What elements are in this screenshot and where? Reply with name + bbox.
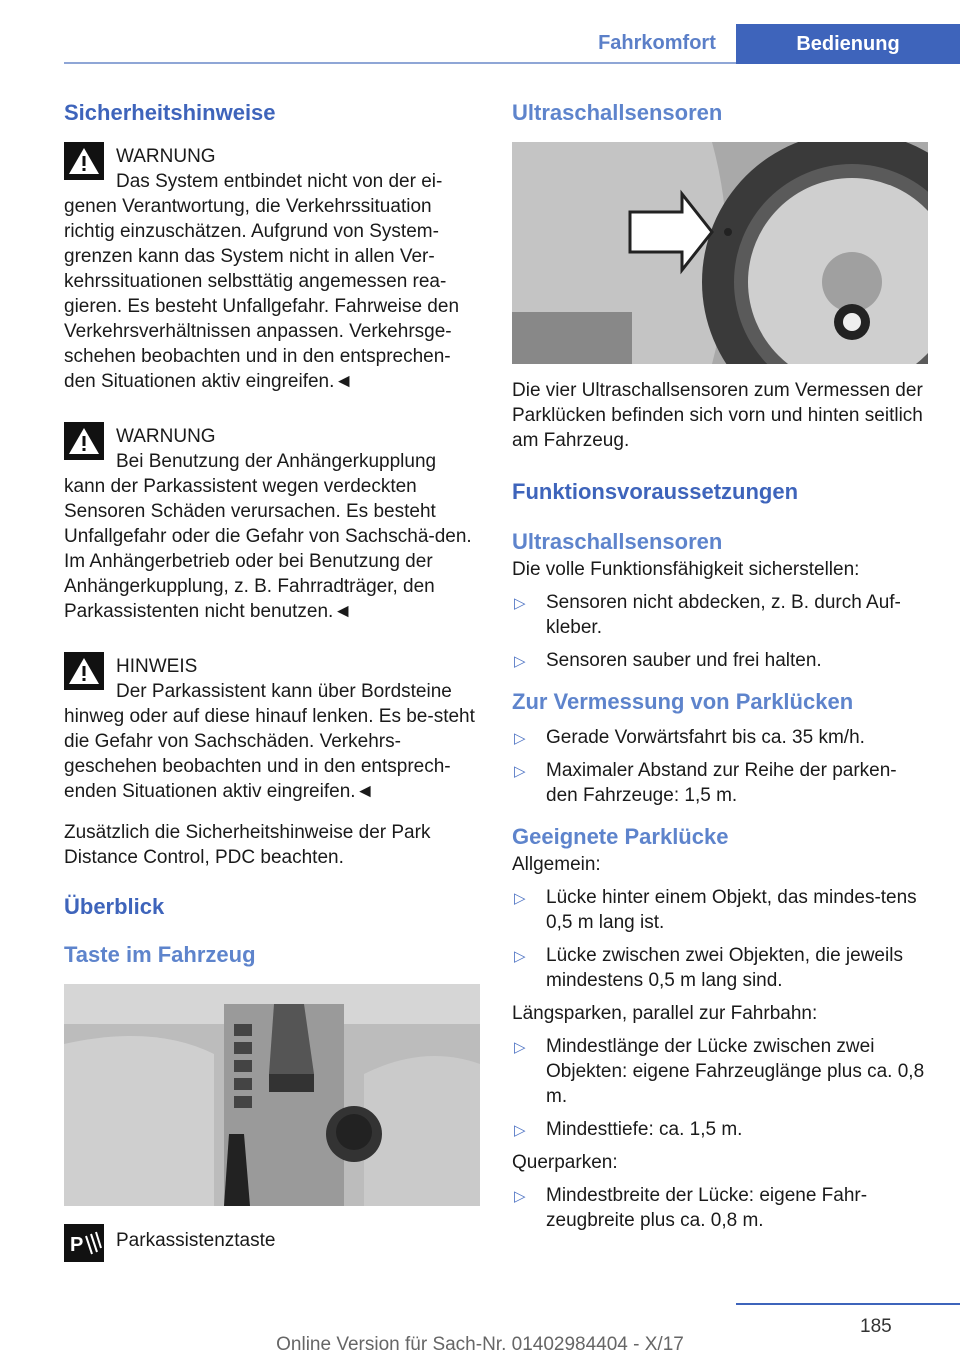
button-caption-row bbox=[64, 1224, 480, 1264]
notice-block bbox=[64, 650, 480, 804]
vehicle-console-photo bbox=[64, 984, 480, 1206]
bullet-triangle-icon: ▷ bbox=[514, 1188, 526, 1205]
page-number: 185 bbox=[860, 1316, 892, 1337]
section-title-sensors: Ultraschallsensoren bbox=[512, 100, 723, 125]
notice-text: Der Parkassistent kann über Bordsteine hinweg oder auf diese hinauf lenken. Es be-steht die Gefahr von Sachschäden. Verkehrs-geschehen beobachten und in den entsprech-enden Situationen aktiv eingreifen.◄ bbox=[64, 681, 475, 802]
pdc-note: Zusätzlich die Sicherheitshinweise der Park Distance Control, PDC beachten. bbox=[64, 822, 431, 868]
tab-fahrkomfort[interactable]: Fahrkomfort bbox=[598, 31, 716, 54]
prereq-intro: Die volle Funktionsfähigkeit sicherstellen: bbox=[512, 559, 860, 580]
bullet-triangle-icon: ▷ bbox=[514, 653, 526, 670]
perp-list bbox=[512, 1183, 928, 1233]
general-label: Allgemein: bbox=[512, 854, 601, 875]
prereq-list bbox=[512, 590, 928, 673]
button-caption: Parkassistenztaste bbox=[116, 1230, 276, 1251]
tab-bedienung[interactable]: Bedienung bbox=[736, 24, 960, 64]
sensors-caption: Die vier Ultraschallsensoren zum Vermessen der Parklücken befinden sich vorn und hinten seitlich am Fahrzeug. bbox=[512, 380, 923, 451]
parallel-label: Längsparken, parallel zur Fahrbahn: bbox=[512, 1003, 818, 1024]
footer-version-text: Online Version für Sach-Nr. 01402984404 - X/17 bbox=[276, 1334, 684, 1355]
sensor-location-photo bbox=[512, 142, 928, 364]
bullet-triangle-icon: ▷ bbox=[514, 763, 526, 780]
notice-label: HINWEIS bbox=[116, 656, 198, 677]
subsection-title-button: Taste im Fahrzeug bbox=[64, 942, 256, 967]
section-title-overview: Überblick bbox=[64, 894, 165, 919]
warning-label: WARNUNG bbox=[116, 426, 216, 447]
subsection-title-measure: Zur Vermessung von Parklücken bbox=[512, 689, 854, 714]
warning-label: WARNUNG bbox=[116, 146, 216, 167]
bullet-triangle-icon: ▷ bbox=[514, 948, 526, 965]
measure-list bbox=[512, 725, 928, 808]
bullet-triangle-icon: ▷ bbox=[514, 595, 526, 612]
subsection-title-suitable: Geeignete Parklücke bbox=[512, 824, 729, 849]
list-item: ▷ Lücke hinter einem Objekt, das mindes-tens 0,5 m lang ist. bbox=[514, 887, 917, 933]
bullet-triangle-icon: ▷ bbox=[514, 1039, 526, 1056]
park-assist-icon bbox=[64, 1224, 104, 1262]
list-item: ▷ Sensoren sauber und frei halten. bbox=[512, 648, 928, 673]
warning-text: Bei Benutzung der Anhängerkupplung kann der Parkassistent wegen verdeckten Sensoren Schäden verursachen. Es besteht Unfallgefahr oder die Gefahr von Sachschä-den. Im Anhängerbetrieb oder bei Benutzung der Anhängerkupplung, z. B. Fahrradträger, den Parkassistenten nicht benutzen.◄ bbox=[64, 451, 472, 622]
warning-block-2 bbox=[64, 420, 480, 624]
list-item: ▷ Mindestbreite der Lücke: eigene Fahr-zeugbreite plus ca. 0,8 m. bbox=[514, 1185, 868, 1231]
list-item: ▷ Gerade Vorwärtsfahrt bis ca. 35 km/h. bbox=[512, 725, 928, 750]
list-item: ▷ Mindestlänge der Lücke zwischen zwei Objekten: eigene Fahrzeuglänge plus ca. 0,8 m. bbox=[514, 1036, 925, 1107]
list-item: ▷ Mindesttiefe: ca. 1,5 m. bbox=[512, 1117, 928, 1142]
warning-triangle-icon bbox=[64, 422, 104, 460]
section-title-safety: Sicherheitshinweise bbox=[64, 100, 276, 125]
list-item: ▷ Sensoren nicht abdecken, z. B. durch Auf-kleber. bbox=[514, 592, 901, 638]
bullet-triangle-icon: ▷ bbox=[514, 890, 526, 907]
footer-rule bbox=[736, 1303, 960, 1305]
right-column bbox=[512, 98, 928, 1233]
subsection-title-sensors: Ultraschallsensoren bbox=[512, 529, 723, 554]
bullet-triangle-icon: ▷ bbox=[514, 1122, 526, 1139]
warning-text: Das System entbindet nicht von der ei-genen Verantwortung, die Verkehrssituation richtig einzuschätzen. Aufgrund von System-grenzen kann das System nicht in allen Ver-kehrssituationen selbsttätig angemessen rea-gieren. Es besteht Unfallgefahr. Fahrweise den Verkehrsverhältnissen anpassen. Verkehrsge-schehen beobachten und in den entsprechen-den Situationen aktiv eingreifen.◄ bbox=[64, 171, 460, 392]
list-item: ▷ Lücke zwischen zwei Objekten, die jeweils mindestens 0,5 m lang sind. bbox=[514, 945, 903, 991]
notice-triangle-icon bbox=[64, 652, 104, 690]
svg-text:P: P bbox=[70, 1234, 84, 1256]
warning-triangle-icon bbox=[64, 142, 104, 180]
list-item: ▷ Maximaler Abstand zur Reihe der parken-den Fahrzeuge: 1,5 m. bbox=[514, 760, 897, 806]
parallel-list bbox=[512, 1034, 928, 1142]
section-title-prereq: Funktionsvoraussetzungen bbox=[512, 479, 799, 504]
warning-block-1 bbox=[64, 140, 480, 394]
bullet-triangle-icon: ▷ bbox=[514, 730, 526, 747]
general-list bbox=[512, 885, 928, 993]
left-column bbox=[64, 98, 480, 1264]
perp-label: Querparken: bbox=[512, 1152, 618, 1173]
